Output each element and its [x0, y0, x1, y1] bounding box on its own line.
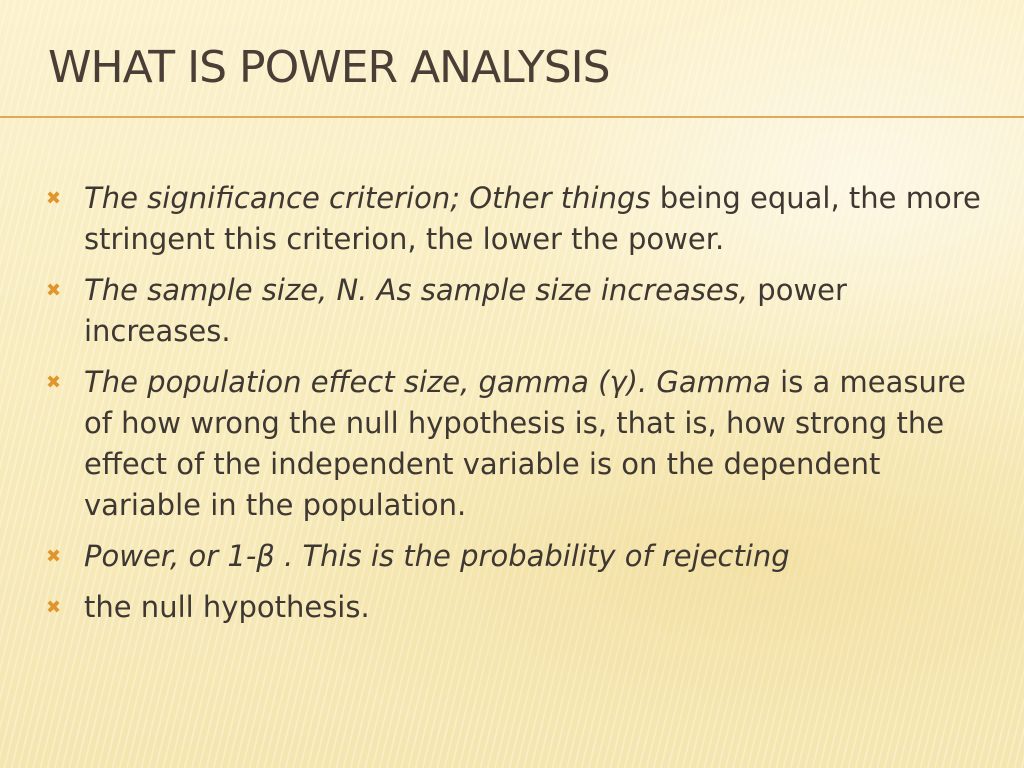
- slide-title: WHAT IS POWER ANALYSIS: [48, 42, 610, 93]
- title-divider: [0, 116, 1024, 118]
- x-mark-icon: ✖: [46, 372, 62, 393]
- bullet-text: the null hypothesis.: [84, 590, 370, 624]
- bullet-italic-text: The significance criterion; Other things: [84, 181, 651, 215]
- bullet-text: is a measure of how wrong the null hypothesis is, that is, how strong the effect of the independent variable is on the dependent variable in the population.: [84, 365, 966, 522]
- bullet-text: being equal, the more stringent this criterion, the lower the power.: [84, 181, 981, 256]
- x-mark-icon: ✖: [46, 546, 62, 567]
- bullet-italic-text: The sample size, N. As sample size increases,: [84, 273, 749, 307]
- x-mark-icon: ✖: [46, 280, 62, 301]
- bullet-italic-text: Power, or 1-β . This is the probability of rejecting: [84, 539, 790, 573]
- bullet-text: power increases.: [84, 273, 847, 348]
- bullet-list: [46, 178, 996, 638]
- list-item: [46, 362, 996, 526]
- bullet-italic-text: The population effect size, gamma (γ). Gamma: [84, 365, 771, 399]
- list-item: [46, 587, 996, 628]
- list-item: [46, 270, 996, 352]
- x-mark-icon: ✖: [46, 597, 62, 618]
- list-item: [46, 536, 996, 577]
- x-mark-icon: ✖: [46, 188, 62, 209]
- list-item: [46, 178, 996, 260]
